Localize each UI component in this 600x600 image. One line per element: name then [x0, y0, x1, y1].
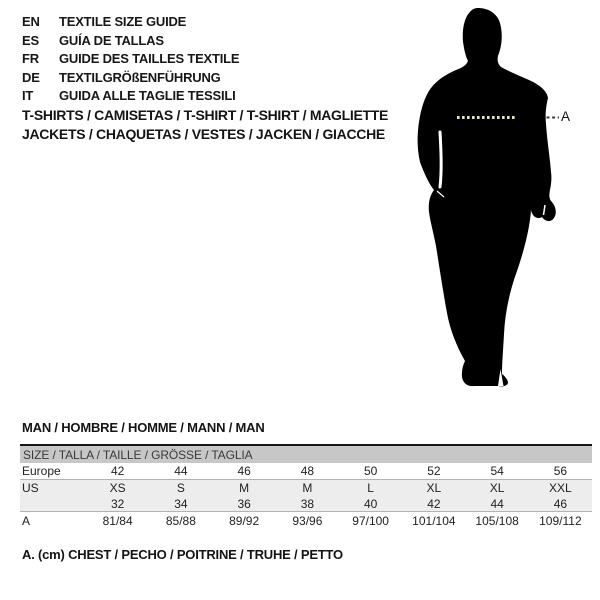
lang-label: GUIDE DES TAILLES TEXTILE [59, 51, 240, 66]
category-block [22, 106, 388, 143]
size-cell: 34 [174, 496, 188, 511]
size-cell: 46 [553, 496, 568, 511]
lang-label: TEXTILE SIZE GUIDE [59, 14, 187, 29]
size-cell: XXL [549, 481, 572, 495]
size-cell: 81/84 [102, 513, 133, 528]
size-cell: 56 [553, 464, 568, 478]
size-cell: 48 [300, 464, 315, 478]
size-cell: 46 [237, 464, 251, 478]
man-silhouette-figure [400, 0, 580, 400]
size-cell: 38 [300, 496, 315, 511]
language-title-block [22, 13, 239, 106]
row-label: US [22, 481, 39, 495]
size-table-header: SIZE / TALLA / TAILLE / GRÖSSE / TAGLIA [20, 446, 592, 463]
row-label: Europe [22, 464, 61, 478]
size-cell: S [176, 481, 185, 495]
row-label: A [22, 513, 31, 528]
lang-code: IT [22, 88, 34, 103]
size-cell: 109/112 [539, 513, 582, 528]
size-cell: 44 [174, 464, 188, 478]
size-cell: XL [426, 481, 442, 495]
size-cell: 54 [490, 464, 504, 478]
size-table [20, 444, 592, 529]
size-cell: XS [109, 481, 126, 495]
size-cell: XL [489, 481, 505, 495]
lang-label: TEXTILGRÖßENFÜHRUNG [59, 69, 221, 85]
lang-row-it [22, 87, 239, 106]
lang-row-es [22, 32, 239, 51]
size-cell: 32 [110, 496, 125, 511]
table-row-us [20, 480, 592, 496]
lang-code: FR [22, 51, 39, 66]
lang-code: EN [22, 14, 40, 29]
size-cell: 93/96 [292, 513, 323, 528]
table-row-numeric [20, 496, 592, 512]
man-silhouette [418, 8, 556, 386]
lang-row-de [22, 69, 239, 88]
size-cell: M [239, 481, 250, 495]
size-cell: 85/88 [165, 513, 196, 528]
section-title-man: MAN / HOMBRE / HOMME / MANN / MAN [22, 420, 265, 435]
arm-gap-highlight [440, 132, 441, 187]
size-cell: 52 [427, 464, 441, 478]
size-cell: 40 [363, 496, 378, 511]
lang-label: GUÍA DE TALLAS [59, 32, 164, 48]
size-cell: 105/108 [475, 513, 519, 528]
size-cell: 97/100 [352, 513, 389, 528]
lang-code: DE [22, 69, 40, 85]
size-cell: 36 [237, 496, 251, 511]
lang-code: ES [22, 32, 39, 48]
table-row-chest-cm [20, 512, 592, 529]
lang-row-fr [22, 50, 239, 69]
size-cell: 42 [110, 464, 125, 478]
table-row-europe [20, 463, 592, 480]
size-cell: L [367, 481, 374, 495]
size-cell: 42 [427, 496, 441, 511]
category-line-tshirts: T-SHIRTS / CAMISETAS / T-SHIRT / T-SHIRT / MAGLIETTE [22, 107, 389, 123]
size-cell: 44 [490, 496, 504, 511]
size-cell: 89/92 [229, 513, 260, 528]
lang-row-en [22, 13, 239, 32]
lang-label: GUIDA ALLE TAGLIE TESSILI [59, 88, 236, 103]
size-cell: M [302, 481, 313, 495]
size-cell: 50 [363, 464, 378, 478]
measure-label-a: A [561, 109, 571, 124]
size-cell: 101/104 [412, 513, 456, 528]
measurement-footnote: A. (cm) CHEST / PECHO / POITRINE / TRUHE / PETTO [22, 547, 343, 562]
category-line-jackets: JACKETS / CHAQUETAS / VESTES / JACKEN / GIACCHE [22, 125, 385, 142]
